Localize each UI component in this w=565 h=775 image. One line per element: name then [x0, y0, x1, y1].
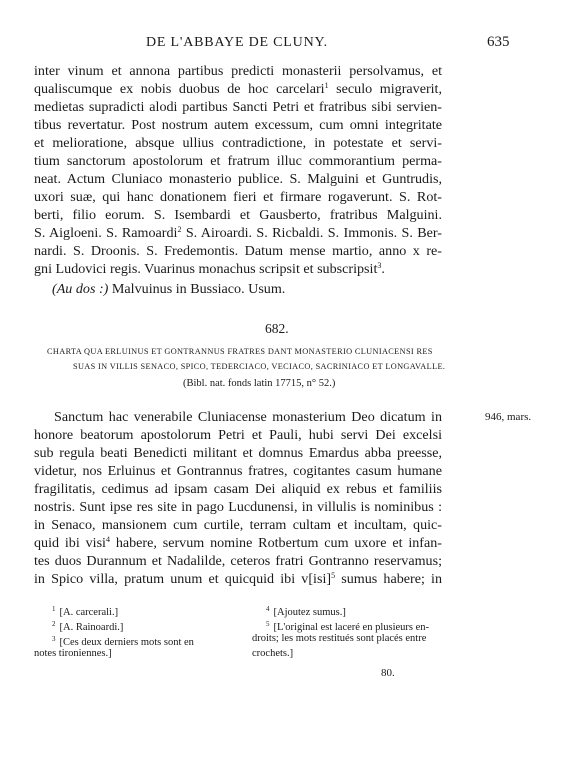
- text-line: et melioratione, absque ullius contradictione, in potestate et servi-: [34, 135, 442, 151]
- footnote-mark: 1: [324, 81, 329, 90]
- text-line: nostris. Sunt ipse res site in pago Lucdunensi, in villulis is nominibus :: [34, 499, 442, 515]
- text-line: uxori suæ, qui hanc donationem fieri et firmare rogaverunt. S. Rot-: [34, 189, 442, 205]
- page-number: 635: [487, 34, 510, 50]
- text-line: qualiscumque ex nobis duobus de hoc carcelari$^1$ seculo migraverit,: [34, 81, 442, 97]
- endorsement-line: (Au dos :) Malvuinus in Bussiaco. Usum.: [52, 281, 286, 297]
- footnote-mark: 3: [377, 261, 382, 270]
- signature-mark: 80.: [381, 667, 395, 679]
- text-line: neat. Actum Cluniaco monasterio publice. S. Malguini et Guntrudis,: [34, 171, 442, 187]
- text-line: in Spico villa, pratum unum et quicquid ibi v[isi]$^5$ sumus habere; in: [34, 571, 442, 587]
- footnote-mark: 5: [331, 571, 336, 580]
- text-line: gni Ludovici regis. Vuarinus monachus scripsit et subscripsit$^3$.: [34, 261, 385, 277]
- footnote-mark: 4: [105, 535, 110, 544]
- text-line: inter vinum et annona partibus predicti monasterii persolvamus, et: [34, 63, 442, 79]
- footnote-continuation: droits; les mots restitués sont placés entre: [252, 633, 427, 644]
- text-line: tes duos Durannum et Nadalilde, ceteros fratri Gontranno reservamus;: [34, 553, 442, 569]
- text-line: tibus revertatur. Post nostrum autem excessum, cum omni integritate: [34, 117, 442, 133]
- footnote: $^2$ [A. Rainoardi.]: [52, 620, 124, 633]
- text-line: videtur, nos Erluinus et Gontrannus fratres, cogitantes casum humane: [34, 463, 442, 479]
- footnote-continuation: crochets.]: [252, 648, 294, 659]
- footnote-continuation: notes tironiennes.]: [34, 648, 112, 659]
- charter-summary-line: CHARTA QUA ERLUINUS ET GONTRANNUS FRATRES DANT MONASTERIO CLUNIACENSI RES: [47, 347, 433, 356]
- footnote: $^4$ [Ajoutez sumus.]: [266, 605, 346, 618]
- source-reference: (Bibl. nat. fonds latin 17715, n° 52.): [183, 378, 336, 389]
- footnote: $^3$ [Ces deux derniers mots sont en: [52, 635, 194, 648]
- footnote: $^1$ [A. carcerali.]: [52, 605, 119, 618]
- text-line: honore beatorum apostolorum Petri et Pauli, hubi servi Dei excelsi: [34, 427, 442, 443]
- text-line: in Senaco, mansionem cum curtile, terram cultam et incultam, quic-: [34, 517, 442, 533]
- charter-summary-line: SUAS IN VILLIS SENACO, SPICO, TEDERCIACO, VECIACO, SACRINIACO ET LONGAVALLE.: [73, 362, 446, 371]
- footnote-mark: 2: [177, 225, 182, 234]
- footnote: $^5$ [L'original est laceré en plusieurs en-: [266, 620, 430, 633]
- text-line: Sanctum hac venerabile Cluniacense monasterium Deo dicatum in: [54, 409, 442, 425]
- text-line: berti, filio eorum. S. Isembardi et Gausberto, fratribus Malguini.: [34, 207, 442, 223]
- text-line: fragilitatis, cedimus ad ipsam casam Dei aliquid ex rebus et familiis: [34, 481, 442, 497]
- text-line: medietas supradicti alodi partibus Sancti Petri et fratribus sibi servien-: [34, 99, 442, 115]
- text-line: quid ibi visi$^4$ habere, servum nomine Rotbertum cum uxore et infan-: [34, 535, 442, 551]
- text-line: sub regula beati Benedicti militant et domnus Emardus abba preesse,: [34, 445, 442, 461]
- text-line: S. Aigloeni. S. Ramoardi$^2$ S. Airoardi. S. Ricbaldi. S. Immonis. S. Ber-: [34, 225, 442, 241]
- running-title: DE L'ABBAYE DE CLUNY.: [146, 35, 328, 50]
- charter-number: 682.: [265, 321, 289, 336]
- margin-date: 946, mars.: [485, 411, 532, 423]
- text-line: nardi. S. Droonis. S. Fredemontis. Datum mense martio, anno x re-: [34, 243, 442, 259]
- text-line: tium sanctorum apostolorum et fratrum illuc commorantium perma-: [34, 153, 442, 169]
